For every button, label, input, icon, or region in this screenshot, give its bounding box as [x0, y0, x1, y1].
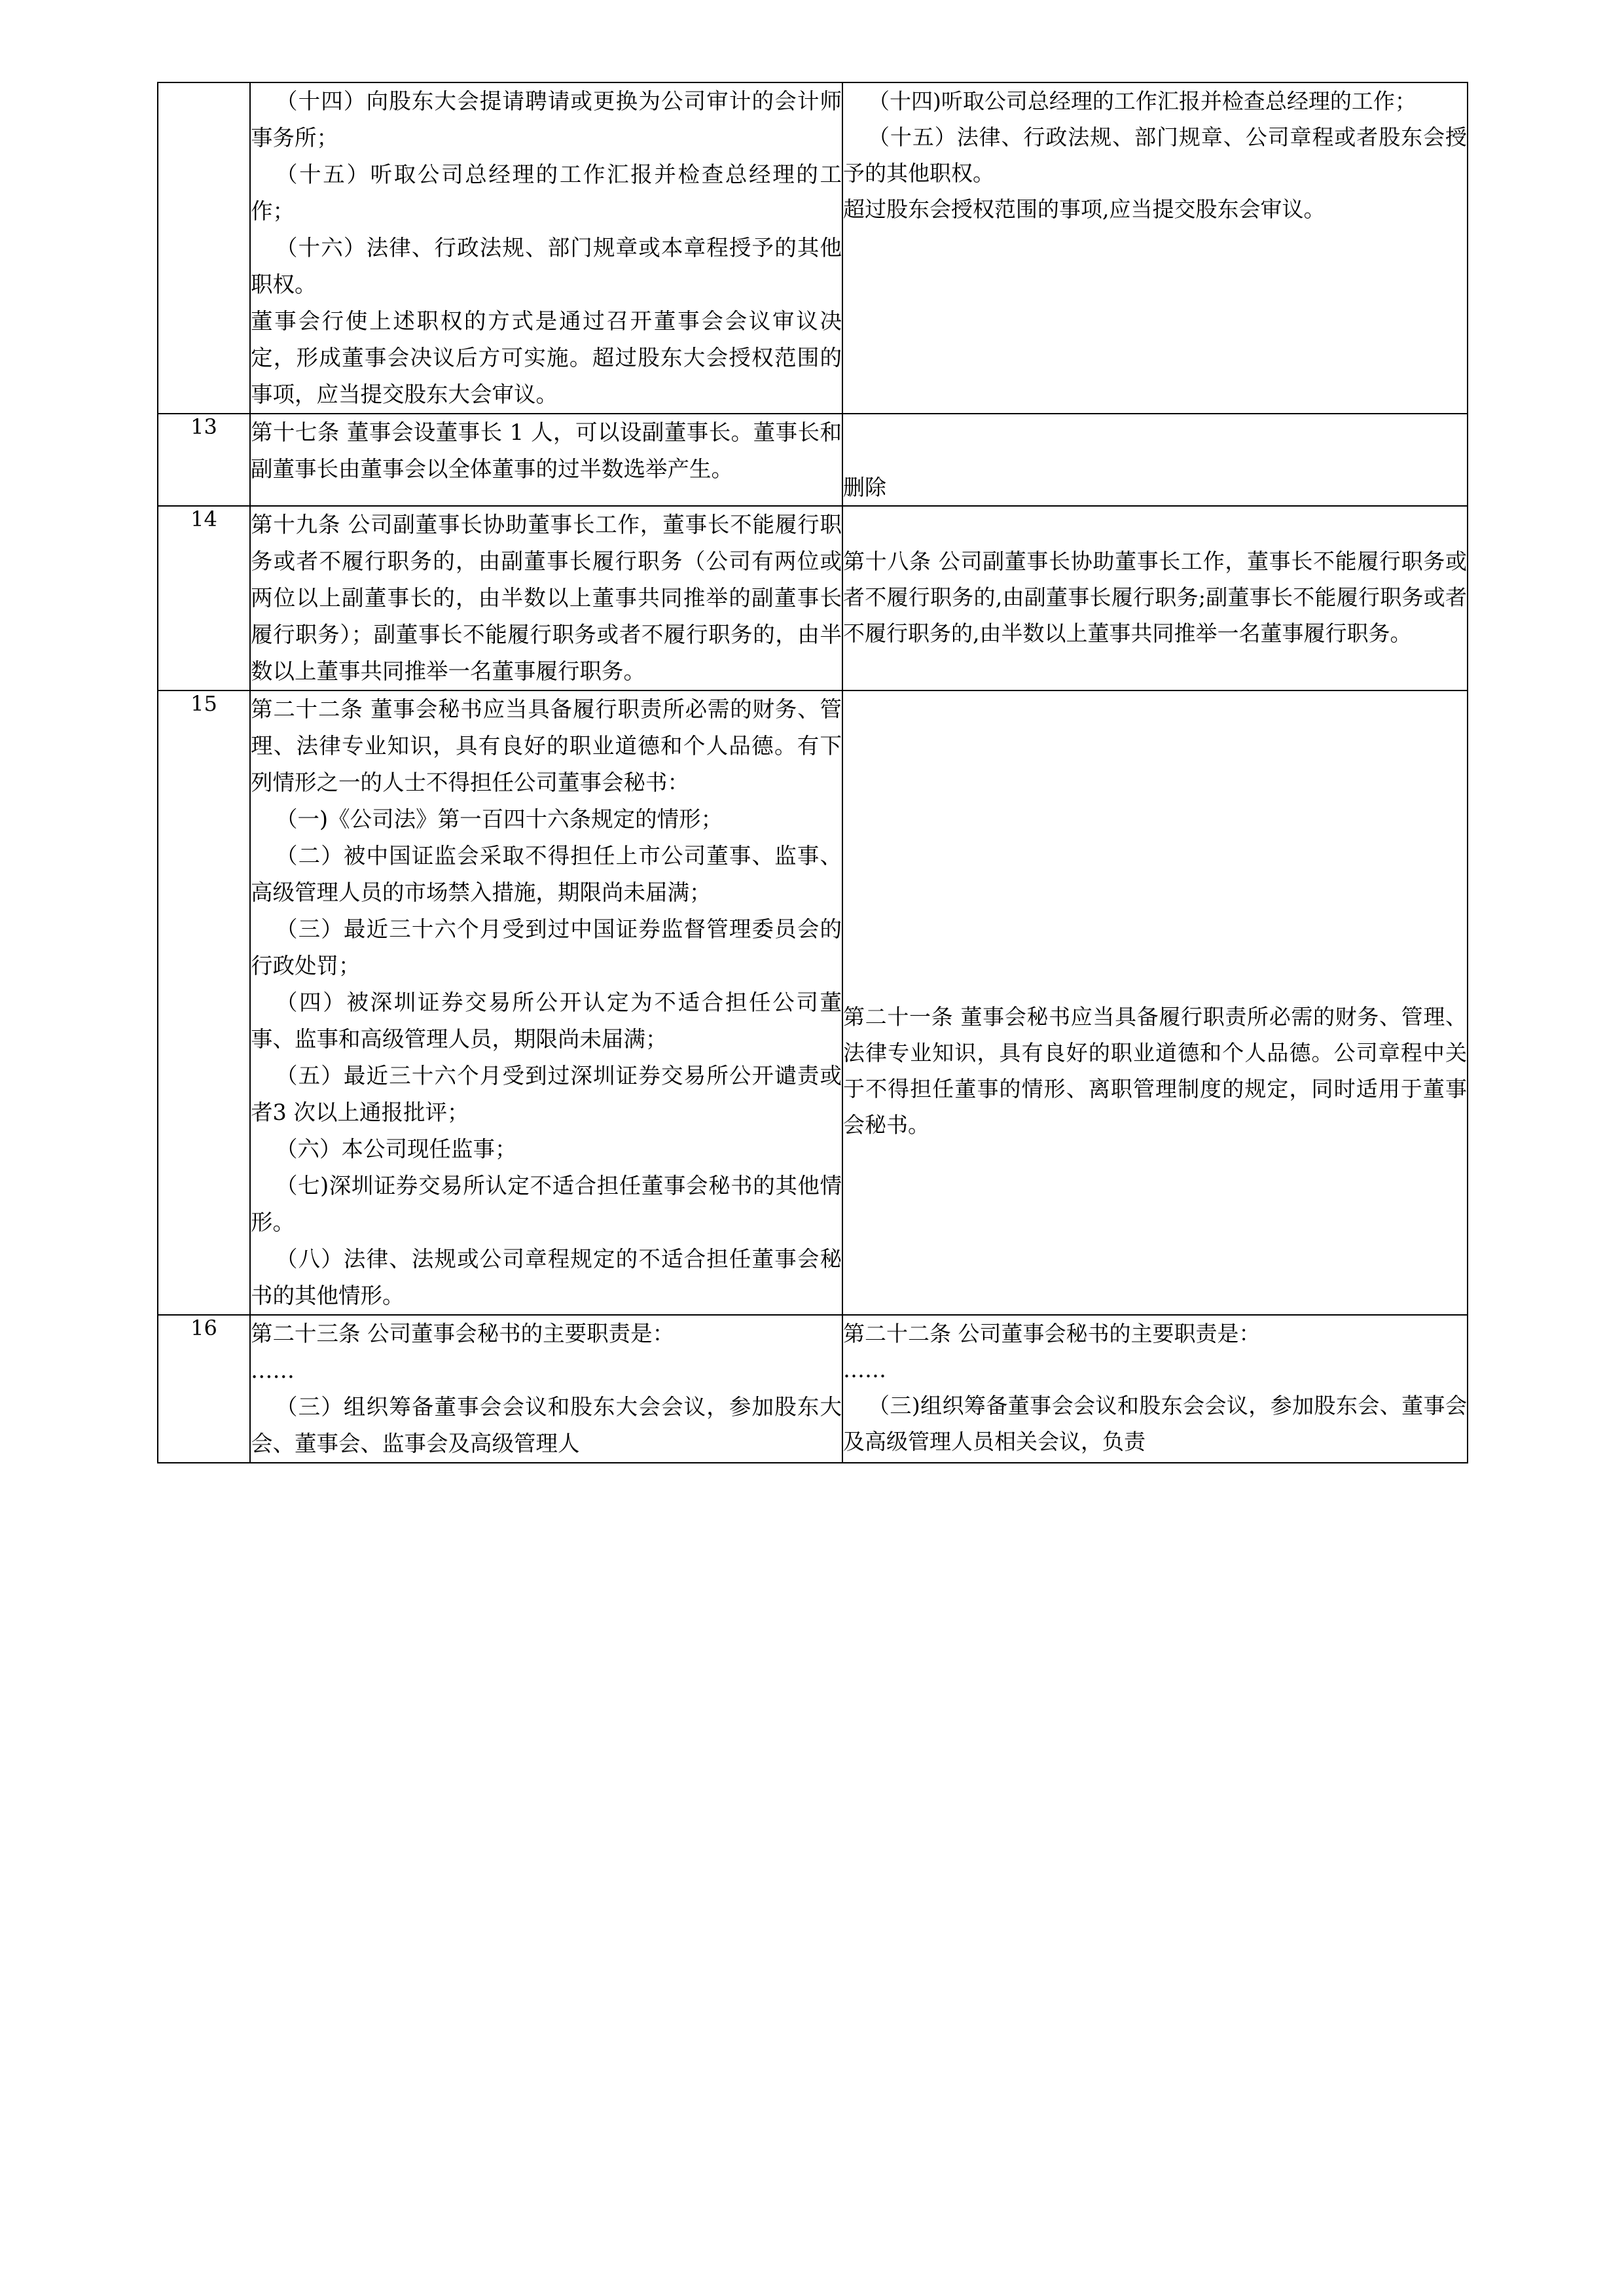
- paragraph: 第十八条 公司副董事长协助董事长工作，董事长不能履行职务或者不履行职务的,由副董事长履行职务;副董事长不能履行职务或者不履行职务的,由半数以上董事共同推举一名董事履行职务。: [843, 548, 1467, 646]
- paragraph: （十四）向股东大会提请聘请或更换为公司审计的会计师事务所；: [251, 88, 842, 151]
- table-row: [158, 82, 1468, 414]
- paragraph: 第二十一条 董事会秘书应当具备履行职责所必需的财务、管理、法律专业知识，具有良好的职业道德和个人品德。公司章程中关于不得担任董事的情形、离职管理制度的规定，同时适用于董事会秘书。: [843, 1004, 1467, 1138]
- paragraph: 第十九条 公司副董事长协助董事长工作，董事长不能履行职务或者不履行职务的，由副董事长履行职务（公司有两位或两位以上副董事长的，由半数以上董事共同推举的副董事长履行职务）；副董事长不能履行职务或者不履行职务的，由半数以上董事共同推举一名董事履行职务。: [251, 512, 842, 684]
- paragraph: （二）被中国证监会采取不得担任上市公司董事、监事、高级管理人员的市场禁入措施，期限尚未届满；: [251, 843, 842, 905]
- paragraph: （一)《公司法》第一百四十六条规定的情形；: [276, 806, 723, 832]
- table-row: [158, 506, 1468, 691]
- row-original-cell: [250, 82, 842, 414]
- row-number: 14: [190, 507, 217, 531]
- paragraph: （十六）法律、行政法规、部门规章或本章程授予的其他职权。: [251, 235, 842, 297]
- paragraph: 超过股东会授权范围的事项,应当提交股东会审议。: [843, 196, 1326, 222]
- paragraph: 第二十二条 公司董事会秘书的主要职责是：: [843, 1321, 1261, 1346]
- paragraph: 删除: [843, 475, 886, 500]
- paragraph: （十五）法律、行政法规、部门规章、公司章程或者股东会授予的其他职权。: [843, 124, 1467, 186]
- paragraph: （四）被深圳证券交易所公开认定为不适合担任公司董事、监事和高级管理人员，期限尚未届满；: [251, 990, 842, 1052]
- paragraph: （十五）听取公司总经理的工作汇报并检查总经理的工作；: [251, 162, 842, 224]
- row-original-cell: [250, 691, 842, 1315]
- row-original-cell: [250, 1315, 842, 1463]
- paragraph: （三）组织筹备董事会会议和股东大会会议，参加股东大会、董事会、监事会及高级管理人: [251, 1394, 842, 1456]
- row-revised-cell: [842, 1315, 1468, 1463]
- row-revised-cell: [842, 691, 1468, 1315]
- row-number-cell: [158, 82, 250, 414]
- row-number-cell: [158, 506, 250, 691]
- ellipsis-paragraph: ……: [843, 1357, 886, 1382]
- ellipsis-paragraph: ……: [251, 1357, 295, 1383]
- paragraph: （七)深圳证券交易所认定不适合担任董事会秘书的其他情形。: [251, 1173, 842, 1235]
- row-original-cell: [250, 414, 842, 506]
- row-number: 15: [190, 691, 217, 716]
- row-number-cell: [158, 414, 250, 506]
- row-original-cell: [250, 506, 842, 691]
- paragraph: （三)组织筹备董事会会议和股东会会议，参加股东会、董事会及高级管理人员相关会议，负责: [843, 1393, 1467, 1454]
- table-row: [158, 1315, 1468, 1463]
- row-number-cell: [158, 1315, 250, 1463]
- paragraph: （十四)听取公司总经理的工作汇报并检查总经理的工作；: [868, 88, 1416, 114]
- table-row: [158, 414, 1468, 506]
- paragraph: 第十七条 董事会设董事长 1 人，可以设副董事长。董事长和副董事长由董事会以全体董事的过半数选举产生。: [251, 420, 842, 482]
- paragraph: 董事会行使上述职权的方式是通过召开董事会会议审议决定，形成董事会决议后方可实施。超过股东大会授权范围的事项，应当提交股东大会审议。: [251, 308, 842, 407]
- paragraph: （五）最近三十六个月受到过深圳证券交易所公开谴责或者3 次以上通报批评；: [251, 1063, 842, 1125]
- row-number: 13: [190, 414, 217, 439]
- row-number-cell: [158, 691, 250, 1315]
- paragraph: 第二十二条 董事会秘书应当具备履行职责所必需的财务、管理、法律专业知识，具有良好的职业道德和个人品德。有下列情形之一的人士不得担任公司董事会秘书：: [251, 696, 842, 795]
- row-revised-cell: [842, 82, 1468, 414]
- paragraph: （三）最近三十六个月受到过中国证券监督管理委员会的行政处罚；: [251, 916, 842, 978]
- paragraph: （六）本公司现任监事；: [276, 1136, 517, 1162]
- row-revised-cell: [842, 414, 1468, 506]
- paragraph: 第二十三条 公司董事会秘书的主要职责是：: [251, 1321, 675, 1346]
- row-number: 16: [190, 1316, 217, 1340]
- table-row: [158, 691, 1468, 1315]
- row-revised-cell: [842, 506, 1468, 691]
- paragraph: （八）法律、法规或公司章程规定的不适合担任董事会秘书的其他情形。: [251, 1246, 842, 1308]
- amendment-comparison-table: [157, 82, 1468, 1463]
